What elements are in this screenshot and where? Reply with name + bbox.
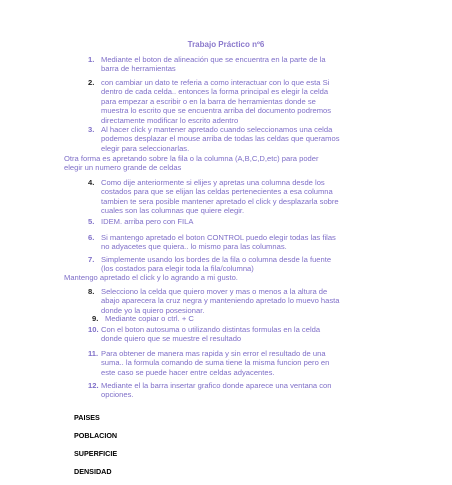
item-line: directamente modificar lo escrito adentro — [101, 115, 239, 125]
list-item-5 — [88, 217, 193, 226]
item-line: abajo aparecera la cruz negra y manteniendo apretado lo muevo hasta — [101, 296, 340, 306]
item-line: Si mantengo apretado el boton CONTROL puedo elegir todas las filas — [101, 233, 336, 242]
document-title: Trabajo Práctico nº6 — [187, 40, 265, 49]
item-line: IDEM. arriba pero con FILA — [101, 217, 194, 226]
table-header-cell: SUPERFICIE — [74, 449, 118, 458]
item-line: Simplemente usando los bordes de la fila o columna desde la fuente — [101, 255, 332, 264]
paragraph-line: elegir un numero grande de celdas — [64, 163, 182, 173]
item-number: 6. — [88, 233, 95, 242]
paragraph-line: Mantengo apretado el click y lo agrando a mi gusto. — [64, 273, 238, 282]
item-number: 1. — [88, 55, 95, 64]
item-number: 3. — [88, 125, 95, 134]
list-item-4 — [88, 178, 339, 216]
paragraph-line: Otra forma es apretando sobre la fila o la columna (A,B,C,D,etc) para poder — [64, 154, 319, 163]
item-line: Mediante el la barra insertar grafico donde aparece una ventana con — [101, 381, 332, 390]
item-number: 8. — [88, 287, 95, 296]
list-item-9 — [92, 314, 194, 323]
table-header-cell: PAISES — [74, 413, 100, 422]
table-header-row — [66, 404, 117, 485]
item-line: este caso se puede hacer entre celdas adyacentes. — [101, 367, 275, 377]
item-line: Con el boton autosuma o utilizando distintas formulas en la celda — [101, 325, 321, 334]
item-line: Mediante copiar o ctrl. + C — [105, 314, 194, 323]
item-line: para empezar a escribir o en la barra de herramientas donde se — [101, 96, 316, 106]
list-item-11 — [88, 349, 329, 377]
list-item-3 — [88, 125, 340, 153]
item-line: tambien te sera posible mantener apretado el click y desplazarla sobre — [101, 196, 339, 206]
table-header-cell: DENSIDAD — [74, 467, 112, 476]
item-line: suma.. la formula comando de suma tiene la misma funcion pero en — [101, 358, 330, 368]
item-line: (los costados para elegir toda la fila/columna) — [101, 264, 254, 274]
item-number: 12. — [88, 381, 99, 390]
list-item-7 — [88, 255, 331, 274]
item-line: con cambiar un dato te referia a como interactuar con lo que esta Si — [101, 78, 330, 87]
item-number: 9. — [92, 314, 99, 323]
item-number: 11. — [88, 349, 99, 358]
item-number: 5. — [88, 217, 95, 226]
item-line: Para obtener de manera mas rapida y sin error el resultado de una — [101, 349, 326, 358]
item-line: donde yo la quiero posesionar. — [101, 305, 205, 315]
item-line: cuales son las columnas que quiere elegir. — [101, 206, 245, 216]
item-line: podemos desplazar el mouse arriba de todas las celdas que queramos — [101, 134, 340, 144]
list-item-10 — [88, 325, 320, 344]
item-number: 4. — [88, 178, 95, 187]
item-line: Al hacer click y mantener apretado cuando seleccionamos una celda — [101, 125, 333, 134]
list-item-6 — [88, 233, 336, 252]
item-number: 10. — [88, 325, 99, 334]
item-line: Como dije anteriormente si elijes y apretas una columna desde los — [101, 178, 325, 187]
item-line: opciones. — [101, 390, 134, 400]
table-header-cell: POBLACION — [74, 431, 118, 440]
list-item-1 — [88, 55, 326, 74]
item-number: 7. — [88, 255, 95, 264]
item-line: barra de herramientas — [101, 64, 176, 74]
list-item-2 — [88, 78, 331, 125]
item-line: elegir para seleccionarlas. — [101, 143, 190, 153]
item-line: costados para que se elijan las celdas pertenecientes a esa columna — [101, 187, 333, 197]
item-number: 2. — [88, 78, 95, 87]
item-line: Mediante el boton de alineación que se encuentra en la parte de la — [101, 55, 326, 64]
paragraph — [64, 273, 238, 282]
item-line: no adyacetes que quiera.. lo mismo para las columnas. — [101, 242, 287, 252]
item-line: muestra lo escrito que se encuentra arriba del documento podremos — [101, 106, 332, 116]
item-line: Selecciono la celda que quiero mover y mas o menos a la altura de — [101, 287, 328, 296]
item-line: donde quiero que se muestre el resultado — [101, 334, 242, 344]
item-line: dentro de cada celda.. entonces la forma principal es elegir la celda — [101, 87, 329, 97]
list-item-12 — [88, 381, 332, 400]
paragraph — [64, 154, 319, 173]
list-item-8 — [88, 287, 340, 315]
